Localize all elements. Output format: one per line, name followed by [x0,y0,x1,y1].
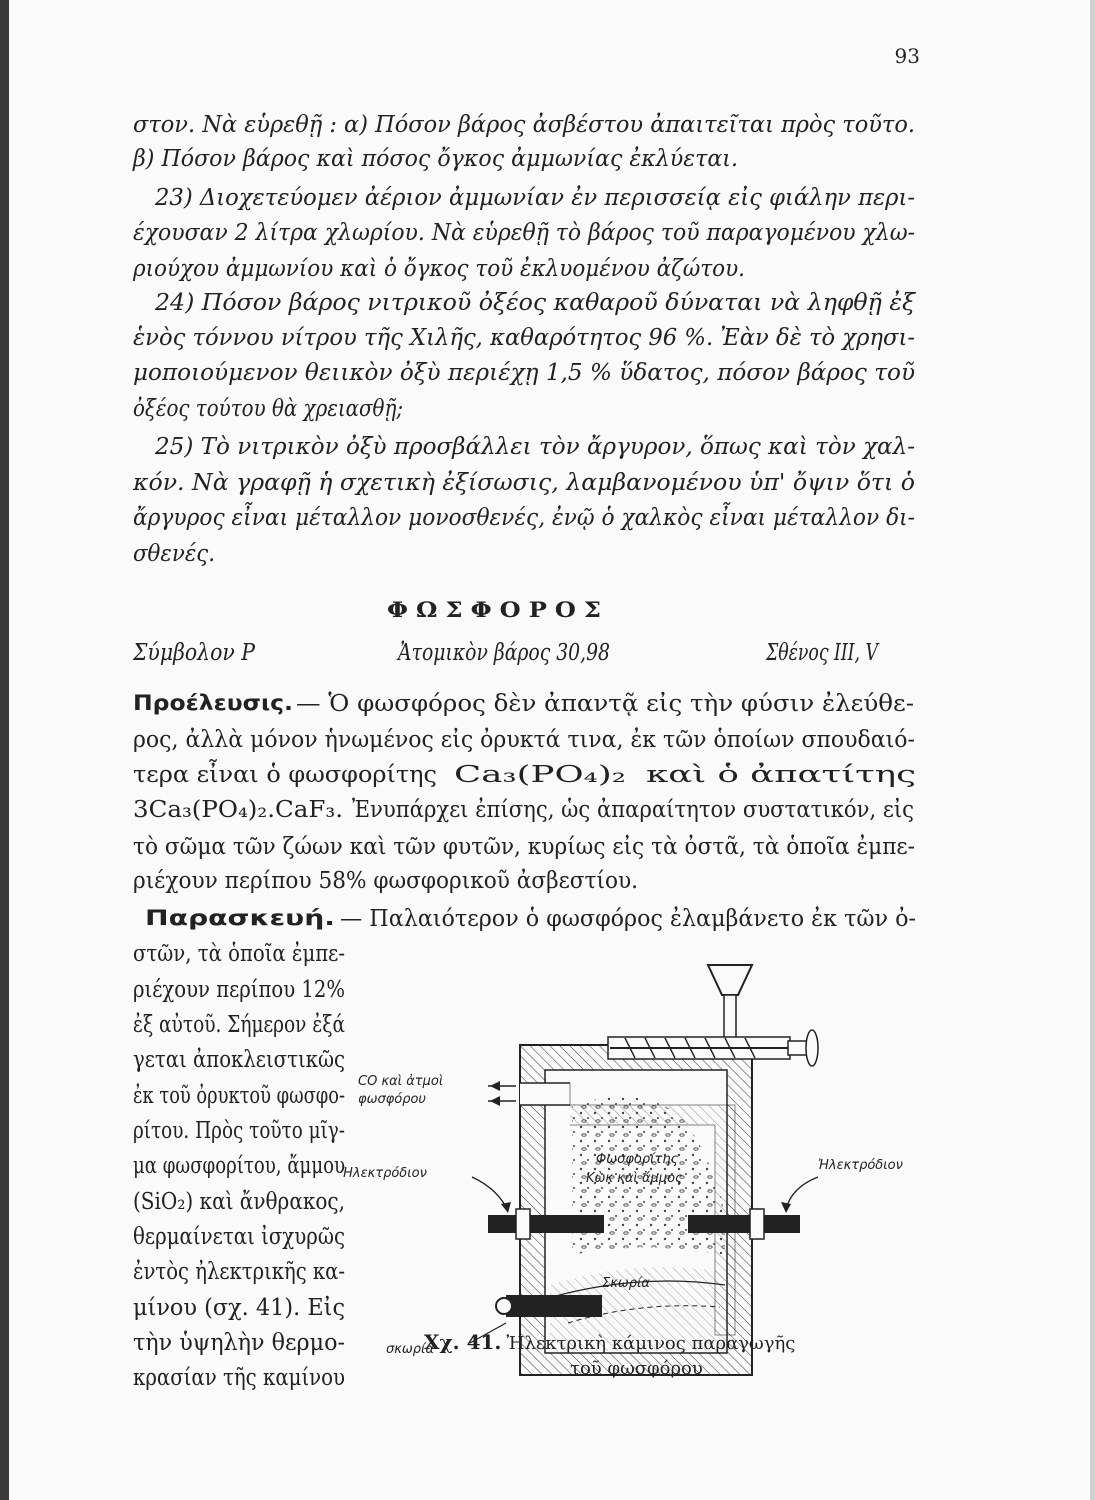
text-segment: ριέχουν περίπου 58% φωσφορικοῦ ἀσβεστίου. [133,868,639,894]
text-segment: 24) Πόσον βάρος νιτρικοῦ ὀξέος καθαροῦ δύναται νὰ ληφθῇ ἐξ [155,290,916,316]
text-segment: γεται ἀποκλειστικῶς [133,1047,345,1073]
text-segment: μα φωσφορίτου, ἄμμου [133,1153,346,1179]
page-number: 93 [894,44,920,68]
figure-caption-line1: Ἠλεκτρικὴ κάμινος παραγωγῆς [506,1333,796,1354]
text-segment: Σύμβολον P [133,640,256,666]
text-segment: ἑνὸς τόννου νίτρου τῆς Χιλῆς, καθαρότητος 96 %. Ἐὰν δὲ τὸ χρησι- [133,325,916,351]
text-line [0,220,1095,260]
text-segment: Σθένος III, V [766,640,878,666]
feed-hopper [708,965,752,1039]
text-segment: τὸ σῶμα τῶν ζώων καὶ τῶν φυτῶν, κυρίως εἰς τὰ ὀστᾶ, τὰ ὁποῖα ἐμπε- [133,834,915,860]
text-line [0,727,1095,767]
text-segment: ὀξέος τούτου θὰ χρειασθῇ; [133,396,403,422]
text-segment: ἐκ τοῦ ὀρυκτοῦ φωσφο- [133,1083,346,1109]
label-co-vapors-1: CO καὶ ἀτμοὶ [358,1074,444,1089]
label-co-vapors-2: φωσφόρου [358,1092,426,1107]
gas-outlet-channel [488,1081,570,1106]
text-segment: β) Πόσον βάρος καὶ πόσος ὄγκος ἀμμωνίας ἐκλύεται. [133,146,739,172]
text-segment: Ἀτομικὸν βάρος 30,98 [398,640,610,666]
text-segment: 25) Τὸ νιτρικὸν ὀξὺ προσβάλλει τὸν ἄργυρον, ὅπως καὶ τὸν χαλ- [155,434,916,460]
text-line [0,906,1095,946]
text-segment: 23) Διοχετεύομεν ἀέριον ἀμμωνίαν ἐν περισσείᾳ εἰς φιάλην περι- [155,185,916,211]
text-segment: κόν. Νὰ γραφῇ ἡ σχετικὴ ἐξίσωσις, λαμβανομένου ὑπ' ὄψιν ὅτι ὁ [133,470,915,496]
text-segment: τερα εἶναι ὁ φωσφορίτης [133,762,437,788]
label-mixture-1: Φωσφορίτης [596,1152,679,1167]
text-segment: ἐξ αὐτοῦ. Σήμερον ἐξά [133,1012,345,1038]
text-line [0,691,1095,731]
text-segment: ἐντὸς ἠλεκτρικῆς κα- [133,1259,346,1285]
text-line [0,360,1095,400]
text-segment: ΦΩΣΦΟΡΟΣ [387,597,609,622]
figure-caption [424,1330,904,1354]
text-segment: στῶν, τὰ ὁποῖα ἐμπε- [133,941,345,967]
furnace-figure [340,955,960,1395]
text-segment: Ca₃(PO₄)₂ [454,762,627,788]
text-segment: θερμαίνεται ἰσχυρῶς [133,1224,346,1250]
text-line [0,762,1095,802]
text-segment: Παρασκευή. [145,906,335,930]
text-segment: (SiO₂) καὶ ἄνθρακος, [133,1189,346,1215]
text-segment: 3Ca₃(PO₄)₂.CaF₃. [133,797,344,823]
text-line [0,325,1095,365]
text-segment: ρος, ἀλλὰ μόνον ἡνωμένος εἰς ὀρυκτά τινα, ἐκ τῶν ὁποίων σπουδαιό- [133,727,915,753]
figure-caption-number: Χχ. 41. [424,1330,502,1354]
label-slag-outlet: σκωρία [386,1342,435,1357]
text-segment: καὶ ὁ ἀπατίτης [646,762,917,788]
text-segment: — Παλαιότερον ὁ φωσφόρος ἐλαμβάνετο ἐκ τῶν ὀ- [340,906,917,932]
text-line [0,541,1095,581]
text-segment: σθενές. [133,541,215,567]
text-line [0,470,1095,510]
text-line [0,597,1095,637]
label-mixture-2: Κὼκ καὶ ἄμμος [586,1171,683,1186]
text-segment: — Ὁ φωσφόρος δὲν ἀπαντᾷ εἰς τὴν φύσιν ἐλεύθε- [296,691,914,717]
text-segment: ρίτου. Πρὸς τοῦτο μῖγ- [133,1118,346,1144]
text-line [0,290,1095,330]
text-line [0,505,1095,545]
text-line [0,797,1095,837]
text-line [0,434,1095,474]
text-segment: ριούχου ἀμμωνίου καὶ ὁ ὄγκος τοῦ ἐκλυομένου ἀζώτου. [133,256,745,282]
text-segment: τὴν ὑψηλὴν θερμο- [133,1330,346,1356]
text-segment: Προέλευσις. [133,691,294,715]
text-segment: ἄργυρος εἶναι μέταλλον μονοσθενές, ἐνῷ ὁ χαλκὸς εἶναι μέταλλον δι- [133,505,915,531]
text-line [0,868,1095,908]
text-line [0,640,1095,680]
text-segment: στον. Νὰ εὑρεθῇ : α) Πόσον βάρος ἀσβέστου ἀπαιτεῖται πρὸς τοῦτο. [133,112,915,138]
label-slag-inside: Σκωρία [602,1276,650,1291]
text-segment: μίνου (σχ. 41). Εἰς [133,1295,345,1321]
text-segment: ριέχουν περίπου 12% [133,977,345,1003]
label-electrode-right: Ἠλεκτρόδιον [818,1158,903,1173]
text-segment: έχουσαν 2 λίτρα χλωρίου. Νὰ εὑρεθῇ τὸ βάρος τοῦ παραγομένου χλω- [133,220,916,246]
text-line [0,146,1095,186]
text-segment: μοποιούμενον θειικὸν ὀξὺ περιέχῃ 1,5 % ὕδατος, πόσον βάρος τοῦ [133,360,916,386]
label-electrode-left: Ἠλεκτρόδιον [342,1166,427,1181]
text-line [0,396,1095,436]
text-segment: κρασίαν τῆς καμίνου [133,1365,346,1391]
figure-caption-line2: τοῦ φωσφόρου [570,1358,703,1379]
text-line [0,185,1095,225]
text-segment: Ἐνυπάρχει ἐπίσης, ὡς ἀπαραίτητον συστατικόν, εἰς [352,797,914,823]
